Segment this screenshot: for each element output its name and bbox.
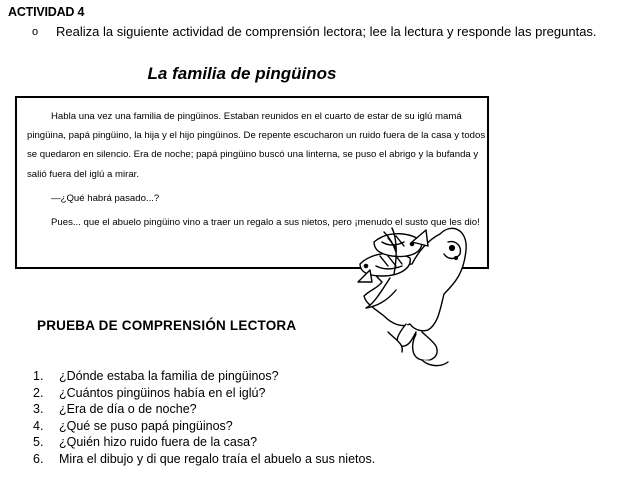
question-item xyxy=(33,385,375,402)
story-paragraph-2: —¿Qué habrá pasado...? xyxy=(51,192,160,204)
story-paragraph-1: Habla una vez una familia de pingüinos. Estaban reunidos en el cuarto de estar de su iglú mamá pingüina, papá pingüino, la hija y el hijo pingüinos. De repente escucharon un ruido fuera de la casa y todos se quedaron en silencio. Era de noche; papá pingüino buscó una linterna, se puso el abrigo y la bufanda y salió fuera del iglú a mirar. xyxy=(27,111,486,180)
question-number: 2. xyxy=(33,385,44,400)
question-text: Mira el dibujo y di que regalo traía el abuelo a sus nietos. xyxy=(59,451,376,466)
question-list xyxy=(33,368,375,468)
question-item xyxy=(33,451,375,468)
question-text: ¿Era de día o de noche? xyxy=(59,402,197,417)
story-paragraph-3: Pues... que el abuelo pingüino vino a traer un regalo a sus nietos, pero ¡menudo el susto que les dio! xyxy=(51,217,480,229)
question-item xyxy=(33,368,375,385)
question-text: ¿Qué se puso papá pingüinos? xyxy=(59,418,233,433)
bullet-icon: o xyxy=(32,25,39,38)
activity-title: ACTIVIDAD 4 xyxy=(8,5,85,19)
penguin-with-fish-icon xyxy=(352,212,472,370)
question-text: ¿Quién hizo ruido fuera de la casa? xyxy=(59,435,258,450)
story-title: La familia de pingüinos xyxy=(147,64,337,83)
question-number: 4. xyxy=(33,418,44,433)
quiz-title: PRUEBA DE COMPRENSIÓN LECTORA xyxy=(37,318,297,333)
question-item xyxy=(33,434,375,451)
question-item xyxy=(33,401,375,418)
question-number: 6. xyxy=(33,451,44,466)
question-item xyxy=(33,418,375,435)
question-number: 5. xyxy=(33,435,44,450)
question-text: ¿Cuántos pingüinos había en el iglú? xyxy=(59,385,266,400)
question-number: 3. xyxy=(33,402,44,417)
question-number: 1. xyxy=(33,369,44,383)
question-text: ¿Dónde estaba la familia de pingüinos? xyxy=(59,369,279,383)
instruction-item xyxy=(32,24,597,39)
instruction-text: Realiza la siguiente actividad de comprensión lectora; lee la lectura y responde las preguntas. xyxy=(56,24,597,39)
